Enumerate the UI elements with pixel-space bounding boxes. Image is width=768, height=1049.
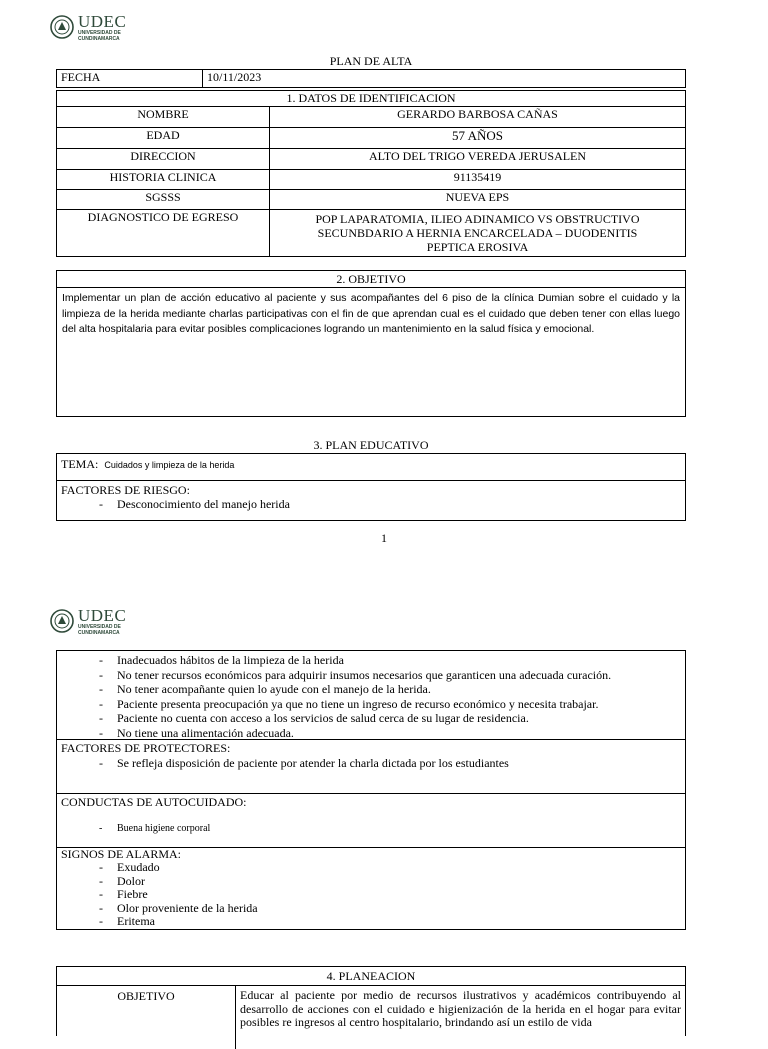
direccion-label: DIRECCION	[57, 149, 270, 170]
udec-seal-icon	[50, 605, 74, 637]
autocuidado-section	[57, 794, 685, 848]
planeacion-objetivo-row	[57, 986, 685, 1049]
riesgo-item: - Paciente no cuenta con acceso a los servicios de salud cerca de su lugar de residencia.	[99, 711, 529, 725]
sgsss-label: SGSSS	[57, 190, 270, 210]
tema-value: Cuidados y limpieza de la herida	[104, 460, 235, 470]
plan-educativo-heading: 3. PLAN EDUCATIVO	[313, 438, 429, 452]
alarma-item: - Fiebre	[99, 887, 148, 901]
riesgo-item: - No tener recursos económicos para adquirir insumos necesarios que garanticen una adecuada curación.	[99, 667, 612, 682]
protectores-section	[57, 740, 685, 794]
edad-label: EDAD	[57, 128, 270, 149]
fecha-value: 10/11/2023	[203, 70, 686, 88]
logo-sub-1: UNIVERSIDAD DE	[78, 623, 121, 630]
riesgo-item: - Desconocimiento del manejo herida	[99, 497, 290, 511]
udec-logo	[50, 11, 126, 43]
historia-value: 91135419	[270, 170, 686, 190]
logo-sub-2: CUNDINAMARCA	[78, 629, 120, 636]
autocuidado-label: CONDUCTAS DE AUTOCUIDADO:	[61, 795, 247, 809]
nombre-label: NOMBRE	[57, 107, 270, 128]
direccion-value: ALTO DEL TRIGO VEREDA JERUSALEN	[270, 149, 686, 170]
planeacion-objetivo-text: Educar al paciente por medio de recursos ilustrativos y académicos contribuyendo al desarrollo de acciones con el cuidado e higienización de la herida en el hogar para evitar posibles re ingresos al centro hospitalario, brindando así un estilo de vida	[240, 988, 681, 1029]
plan-educativo-box	[56, 453, 686, 521]
alarma-label: SIGNOS DE ALARMA:	[61, 847, 182, 861]
page-number: 1	[381, 531, 387, 545]
document-title: PLAN DE ALTA	[329, 54, 413, 68]
factores-box	[56, 650, 686, 930]
nombre-value: GERARDO BARBOSA CAÑAS	[270, 107, 686, 128]
riesgo-item: - Inadecuados hábitos de la limpieza de la herida	[99, 653, 344, 667]
udec-seal-icon	[50, 11, 74, 43]
fecha-label: FECHA	[57, 70, 203, 88]
planeacion-box	[56, 966, 686, 1036]
objetivo-text: Implementar un plan de acción educativo al paciente y sus acompañantes del 6 piso de la clínica Dumian sobre el cuidado y la limpieza de la herida mediante charlas participativas con el fin de que aprendan cual es el cuidado que deben tener con ellas luego del alta hospitalaria para evitar posibles complicaciones logrando un mantenimiento en la salud física y emocional.	[62, 292, 680, 335]
tema-label: TEMA:	[61, 457, 99, 471]
identificacion-heading: 1. DATOS DE IDENTIFICACION	[57, 91, 686, 107]
riesgo-continuation	[57, 651, 685, 740]
alarma-item: - Dolor	[99, 873, 145, 888]
protectores-label: FACTORES DE PROTECTORES:	[61, 741, 231, 755]
riesgo-item: - No tener acompañante quien lo ayude con el manejo de la herida.	[99, 682, 431, 696]
sgsss-value: NUEVA EPS	[270, 190, 686, 210]
historia-label: HISTORIA CLINICA	[57, 170, 270, 190]
objetivo-heading: 2. OBJETIVO	[57, 271, 685, 288]
logo-sub-1: UNIVERSIDAD DE	[78, 29, 121, 36]
logo-name: UDEC	[78, 11, 127, 31]
logo-sub-2: CUNDINAMARCA	[78, 35, 120, 42]
planeacion-heading: 4. PLANEACION	[57, 967, 685, 986]
diagnostico-value: POP LAPARATOMIA, ILIEO ADINAMICO VS OBSTRUCTIVO SECUNBDARIO A HERNIA ENCARCELADA – DUODENITIS PEPTICA EROSIVA	[270, 210, 686, 257]
alarma-section	[57, 848, 685, 929]
edad-value: 57 AÑOS	[270, 128, 686, 149]
alarma-item: - Exudado	[99, 860, 160, 874]
protectores-item: - Se refleja disposición de paciente por atender la charla dictada por los estudiantes	[99, 756, 509, 770]
riesgo-item: - No tiene una alimentación adecuada.	[99, 725, 294, 740]
riesgo-label: FACTORES DE RIESGO:	[61, 483, 190, 497]
objetivo-box	[56, 270, 686, 417]
fecha-table	[56, 69, 686, 88]
alarma-item: - Olor proveniente de la herida	[99, 900, 258, 915]
tema-row	[57, 454, 685, 481]
diagnostico-label: DIAGNOSTICO DE EGRESO	[57, 210, 270, 257]
alarma-item: - Eritema	[99, 914, 155, 928]
planeacion-objetivo-label: OBJETIVO	[57, 986, 236, 1049]
udec-logo-page2	[50, 605, 126, 637]
riesgo-item: - Paciente presenta preocupación ya que no tiene un ingreso de recurso económico y necesita trabajar.	[99, 696, 599, 711]
autocuidado-item: - Buena higiene corporal	[99, 823, 211, 834]
identificacion-table	[56, 90, 686, 257]
logo-name: UDEC	[78, 605, 127, 625]
